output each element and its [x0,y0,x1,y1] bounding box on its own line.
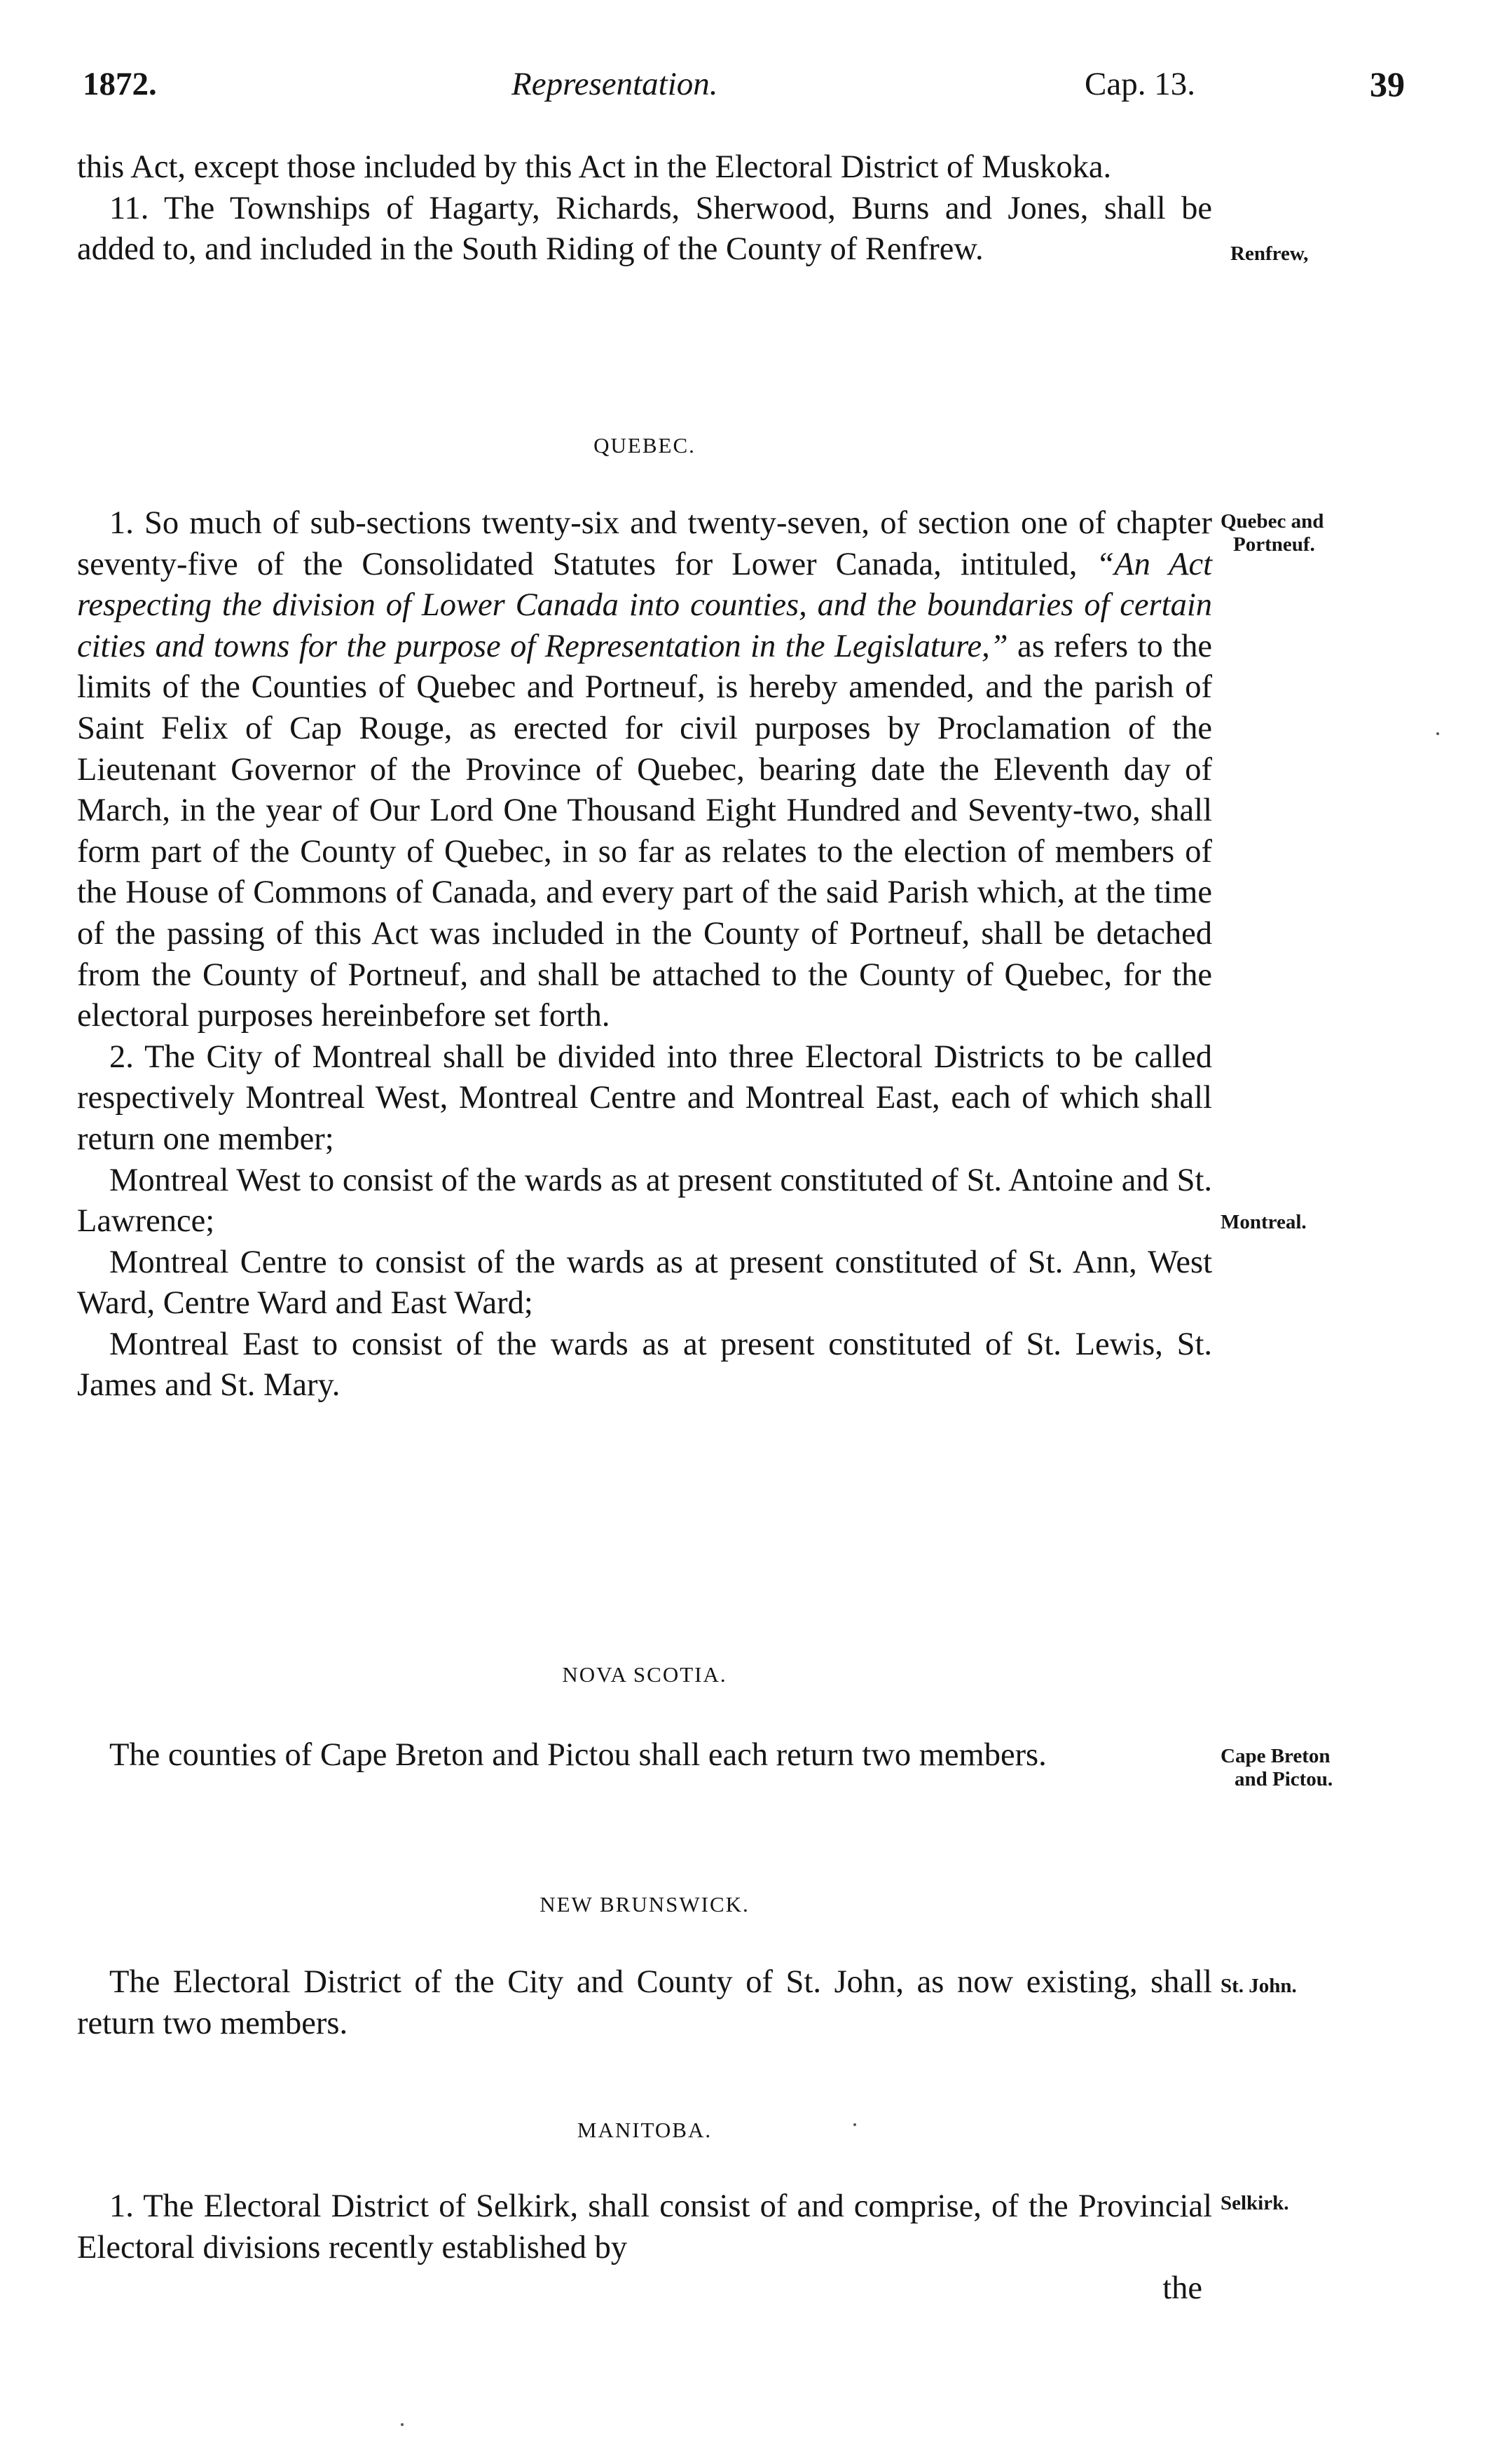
margin-note-quebec-line1: Quebec and [1221,510,1324,533]
quebec-montreal-east: Montreal East to consist of the wards as at present constituted of St. Lewis, St. James and St. Mary. [77,1326,1212,1404]
new-brunswick-text: The Electoral District of the City and County of St. John, as now existing, shall return two members. [77,1964,1212,2041]
manitoba-block [77,2186,1212,2310]
print-speck [401,2423,404,2426]
section-heading-nova-scotia: NOVA SCOTIA. [562,1662,727,1687]
margin-note-cape-breton-line1: Cape Breton [1221,1745,1331,1767]
margin-note-montreal: Montreal. [1221,1211,1307,1233]
header-year: 1872. [83,66,157,102]
section-heading-manitoba: MANITOBA. [577,2118,713,2142]
quebec-montreal-west: Montreal West to consist of the wards as at present constituted of St. Antoine and St. Lawrence; [77,1162,1212,1240]
quebec-para-1 [77,503,1212,1037]
header-chapter: Cap. 13. [1085,66,1195,102]
margin-note-renfrew: Renfrew, [1230,242,1309,265]
quebec-montreal-centre: Montreal Centre to consist of the wards as at present constituted of St. Ann, West Ward, Centre Ward and East Ward; [77,1244,1212,1322]
nova-scotia-text: The counties of Cape Breton and Pictou shall each return two members. [109,1737,1047,1773]
ontario-para-10-end: this Act, except those included by this Act in the Electoral District of Muskoka. [77,149,1112,185]
ontario-block [77,147,1212,270]
quebec-act-title: “An Act respecting the division of Lower Canada into counties, and the boundaries of certain cities and towns for the purpose of Representation in the Legislature,” [77,546,1213,664]
nova-scotia-block [77,1735,1212,1776]
catchword: the [1162,2270,1202,2307]
margin-note-selkirk: Selkirk. [1221,2192,1289,2214]
quebec-block [77,503,1212,1406]
margin-note-quebec-portneuf [1221,510,1324,556]
margin-note-quebec-line2: Portneuf. [1233,533,1315,556]
margin-note-cape-breton [1221,1745,1333,1791]
header-title: Representation. [511,66,718,102]
new-brunswick-block [77,1962,1212,2044]
print-speck [1436,732,1439,735]
margin-note-cape-breton-line2: and Pictou. [1235,1768,1333,1790]
section-heading-new-brunswick: NEW BRUNSWICK. [539,1892,750,1917]
quebec-para-2: 2. The City of Montreal shall be divided into three Electoral Districts to be called respectively Montreal West, Montreal Centre and Montreal East, each of which shall return one member; [77,1039,1212,1157]
manitoba-text: 1. The Electoral District of Selkirk, shall consist of and comprise, of the Provincial Electoral divisions recently established by [77,2188,1212,2266]
quebec-para-1-rest: as refers to the limits of the Counties of Quebec and Portneuf, is hereby amended, and the parish of Saint Felix of Cap Rouge, as erected for civil purposes by Proclamation of the Lieutenant Governor of the Province of Quebec, bearing date the Eleventh day of March, in the year of Our Lord One Thousand Eight Hundred and Seventy-two, shall form part of the County of Quebec, in so far as relates to the election of members of the House of Commons of Canada, and every part of the said Parish which, at the time of the passing of this Act was included in the County of Portneuf, shall be detached from the County of Portneuf, and shall be attached to the County of Quebec, for the electoral purposes hereinbefore set forth. [77,628,1213,1034]
page-number: 39 [1370,64,1405,104]
quebec-para-1-lead: 1. So much of sub-sections twenty-six and twenty-seven, of section one of chapter seventy-five of the Consolidated Statutes for Lower Canada, intituled, [77,505,1212,582]
margin-note-st-john: St. John. [1221,1975,1297,1997]
section-heading-quebec: QUEBEC. [593,433,696,458]
print-speck [853,2123,856,2126]
ontario-para-11: 11. The Townships of Hagarty, Richards, Sherwood, Burns and Jones, shall be added to, and included in the South Riding of the County of Renfrew. [77,190,1212,268]
